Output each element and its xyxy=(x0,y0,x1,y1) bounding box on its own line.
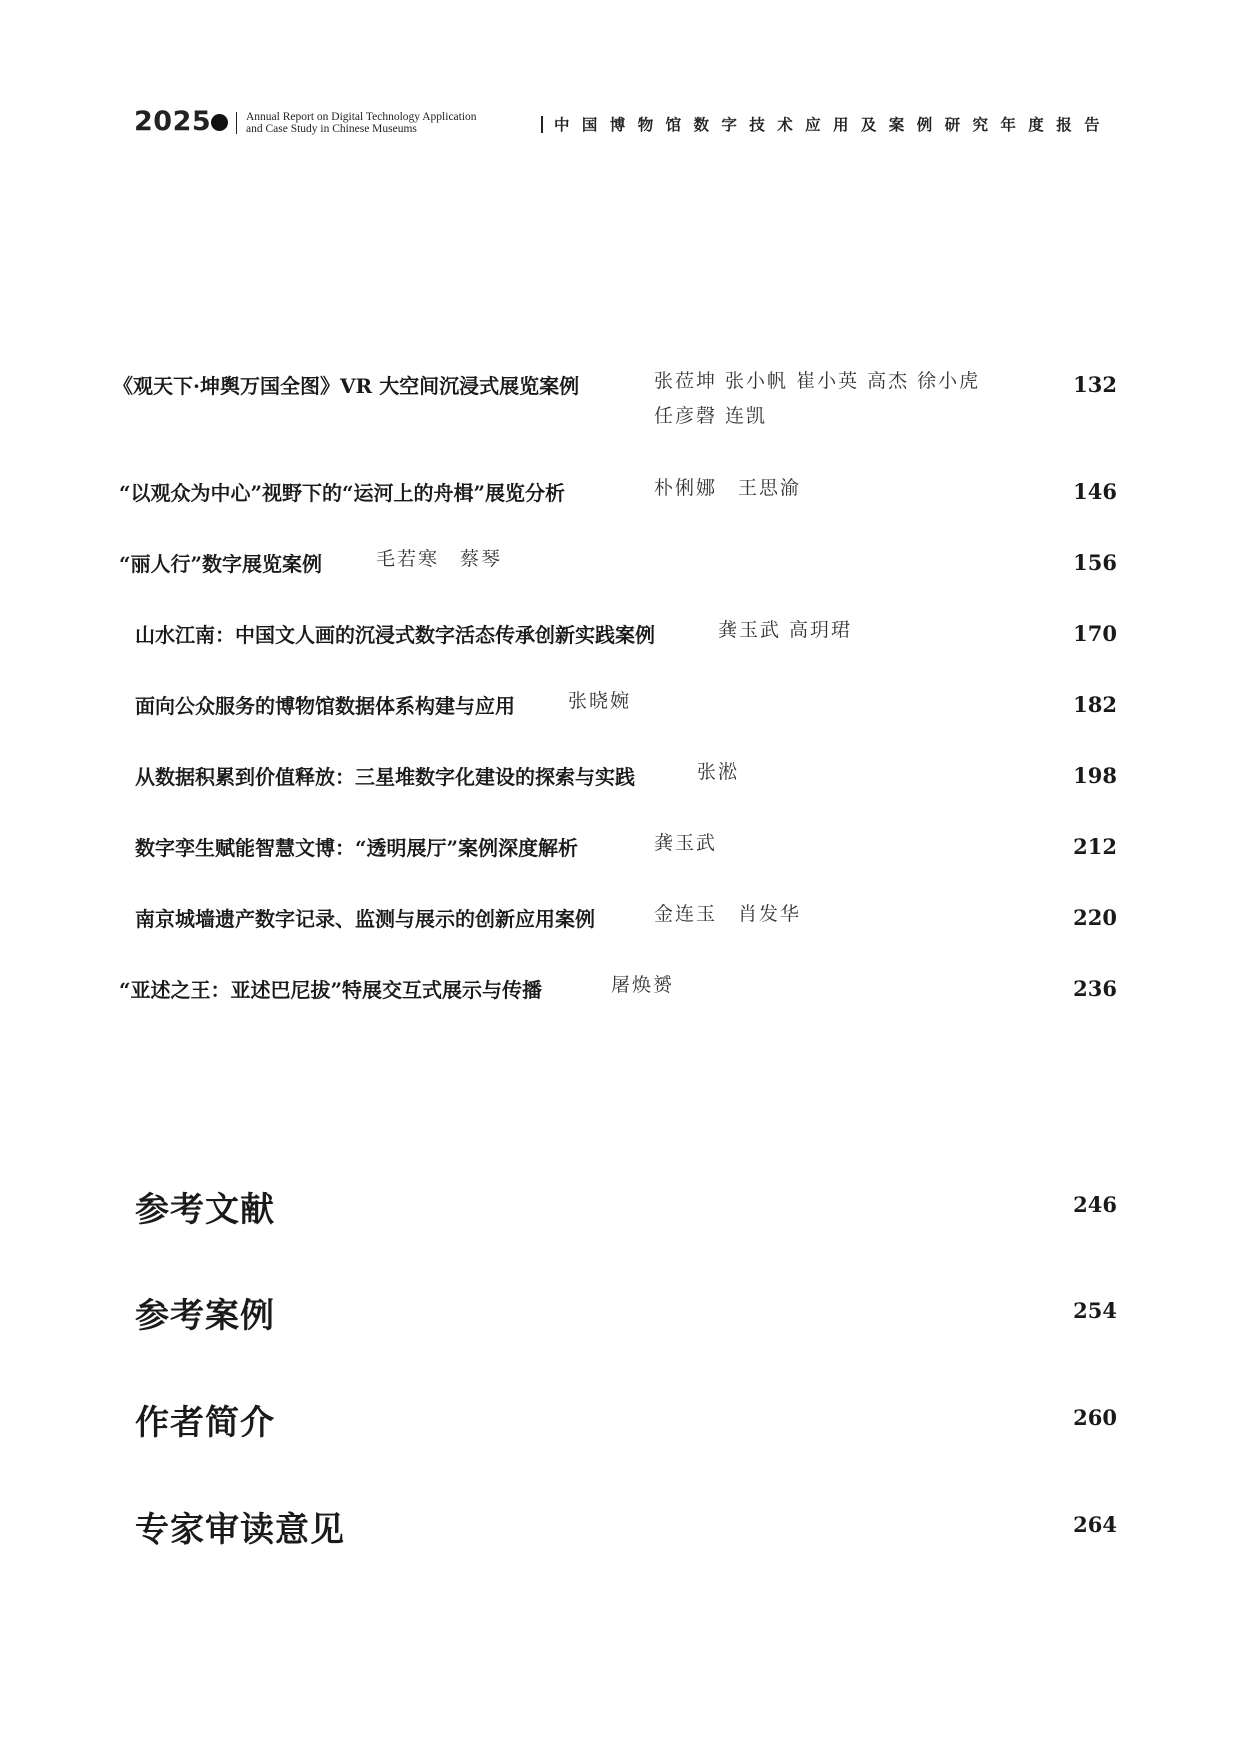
header-title-cn: 中国博物馆数字技术应用及案例研究年度报告 xyxy=(554,116,1113,134)
toc-section-title: 作者简介 xyxy=(135,1403,275,1443)
header-divider xyxy=(236,112,237,134)
header-cn-divider xyxy=(541,116,543,133)
toc-section-page: 246 xyxy=(1073,1192,1117,1217)
page-header xyxy=(0,0,1247,160)
toc-section-title: 参考案例 xyxy=(135,1296,275,1336)
toc-entry-authors: 朴俐娜 王思渝 xyxy=(654,477,802,499)
toc-entry-page: 220 xyxy=(1073,905,1117,930)
toc-section-title: 参考文献 xyxy=(135,1190,275,1230)
toc-entry-authors: 屠焕赟 xyxy=(611,974,675,996)
toc-entry-page: 198 xyxy=(1073,763,1117,788)
toc-entry-title: 数字孪生赋能智慧文博：“透明展厅”案例深度解析 xyxy=(135,836,579,860)
toc-section-page: 260 xyxy=(1073,1405,1117,1430)
header-subtitle-en-line1: Annual Report on Digital Technology Application xyxy=(246,111,477,123)
header-dot-icon xyxy=(211,114,228,131)
toc-section-page: 264 xyxy=(1073,1512,1117,1537)
toc-entry-title: 山水江南：中国文人画的沉浸式数字活态传承创新实践案例 xyxy=(135,623,655,647)
toc-entry-page: 212 xyxy=(1073,834,1117,859)
toc-entry-authors: 金连玉 肖发华 xyxy=(654,903,802,925)
toc-entry-authors: 龚玉武 高玥珺 xyxy=(718,619,853,641)
header-subtitle-en-line2: and Case Study in Chinese Museums xyxy=(246,123,417,135)
toc-entry-title: 《观天下·坤舆万国全图》VR 大空间沉浸式展览案例 xyxy=(113,374,580,398)
toc-entry-authors: 毛若寒 蔡琴 xyxy=(376,548,503,570)
toc-section-page: 254 xyxy=(1073,1298,1117,1323)
toc-entry-page: 156 xyxy=(1073,550,1117,575)
toc-entry-title: “以观众为中心”视野下的“运河上的舟楫”展览分析 xyxy=(119,481,566,505)
toc-section-title: 专家审读意见 xyxy=(135,1510,345,1550)
toc-entry-page: 170 xyxy=(1073,621,1117,646)
toc-entry-authors: 龚玉武 xyxy=(654,832,718,854)
header-year: 2025 xyxy=(134,106,212,137)
toc-entry-title: 面向公众服务的博物馆数据体系构建与应用 xyxy=(135,694,515,718)
toc-entry-title: 从数据积累到价值释放：三星堆数字化建设的探索与实践 xyxy=(135,765,635,789)
toc-entry-page: 132 xyxy=(1073,372,1117,397)
toc-entry-title: “丽人行”数字展览案例 xyxy=(119,552,323,576)
toc-entry-title: 南京城墙遗产数字记录、监测与展示的创新应用案例 xyxy=(135,907,595,931)
toc-entry-page: 146 xyxy=(1073,479,1117,504)
toc-entry-authors-line2: 任彦磬 连凯 xyxy=(654,405,768,427)
toc-entry-authors: 张晓婉 xyxy=(568,690,632,712)
toc-entry-page: 182 xyxy=(1073,692,1117,717)
toc-entry-authors: 张淞 xyxy=(697,761,740,783)
header-subtitle-en xyxy=(246,111,477,135)
toc-entry-page: 236 xyxy=(1073,976,1117,1001)
toc-entry-title: “亚述之王：亚述巴尼拔”特展交互式展示与传播 xyxy=(119,978,543,1002)
toc-entry-authors: 张莅坤 张小帆 崔小英 高杰 徐小虎 xyxy=(654,370,981,392)
